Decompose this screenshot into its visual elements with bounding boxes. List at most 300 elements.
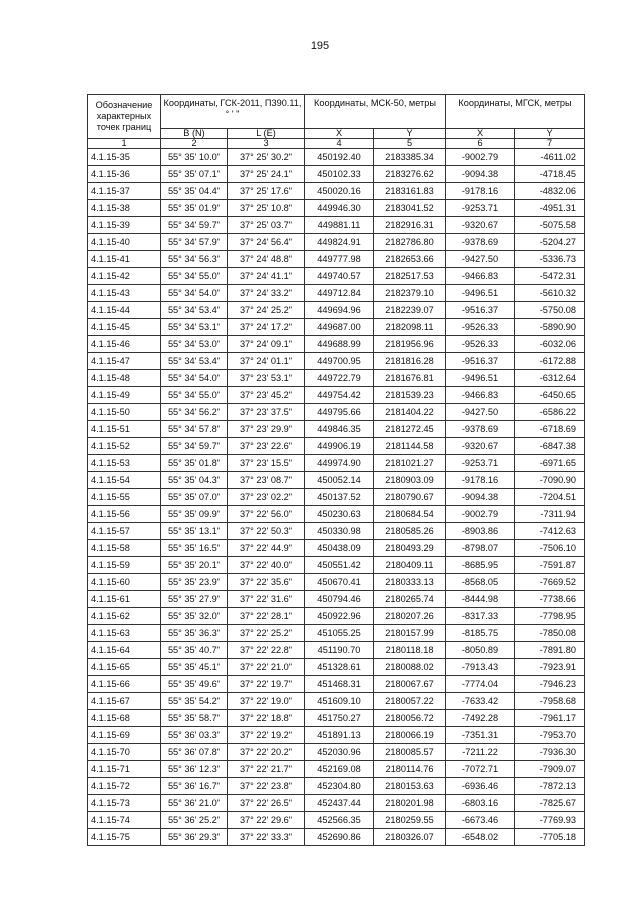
table-row [88,744,585,761]
msk-y-cell: 2182098.11 [374,319,446,336]
point-id-cell: 4.1.15-45 [88,319,161,336]
latitude-cell: 55° 35' 04.3" [161,472,228,489]
mgsk-y-cell: -4832.06 [515,183,585,200]
longitude-cell: 37° 24' 01.1" [228,353,305,370]
mgsk-y-cell: -7311.94 [515,506,585,523]
mgsk-y-cell: -6032.06 [515,336,585,353]
table-row [88,149,585,166]
longitude-cell: 37° 22' 20.2" [228,744,305,761]
table-row [88,251,585,268]
msk-y-cell: 2182786.80 [374,234,446,251]
mgsk-y-cell: -7946.23 [515,676,585,693]
mgsk-x-cell: -9320.67 [446,438,515,455]
longitude-cell: 37° 22' 35.6" [228,574,305,591]
latitude-cell: 55° 36' 03.3" [161,727,228,744]
longitude-cell: 37° 23' 22.6" [228,438,305,455]
table-row [88,608,585,625]
mgsk-x-cell: -8185.75 [446,625,515,642]
msk-x-cell: 452690.86 [305,829,374,846]
msk-x-cell: 449795.66 [305,404,374,421]
longitude-cell: 37° 25' 24.1" [228,166,305,183]
mgsk-x-cell: -8903.86 [446,523,515,540]
point-id-cell: 4.1.15-65 [88,659,161,676]
latitude-cell: 55° 34' 55.0" [161,387,228,404]
header-mgsk: Координаты, МГСК, метры [446,95,585,129]
table-row [88,353,585,370]
mgsk-y-cell: -7909.07 [515,761,585,778]
latitude-cell: 55° 34' 55.0" [161,268,228,285]
msk-x-cell: 449906.19 [305,438,374,455]
longitude-cell: 37° 22' 50.3" [228,523,305,540]
table-row [88,727,585,744]
longitude-cell: 37° 22' 44.9" [228,540,305,557]
mgsk-x-cell: -7211.22 [446,744,515,761]
point-id-cell: 4.1.15-70 [88,744,161,761]
longitude-cell: 37° 22' 26.5" [228,795,305,812]
point-id-cell: 4.1.15-55 [88,489,161,506]
mgsk-x-cell: -9320.67 [446,217,515,234]
mgsk-x-cell: -7774.04 [446,676,515,693]
msk-y-cell: 2180684.54 [374,506,446,523]
header-mgsk-y: Y [515,129,585,139]
msk-x-cell: 449700.95 [305,353,374,370]
mgsk-y-cell: -5336.73 [515,251,585,268]
latitude-cell: 55° 34' 56.2" [161,404,228,421]
msk-y-cell: 2180326.07 [374,829,446,846]
mgsk-x-cell: -8050.89 [446,642,515,659]
latitude-cell: 55° 34' 57.9" [161,234,228,251]
mgsk-x-cell: -8798.07 [446,540,515,557]
table-row [88,217,585,234]
msk-x-cell: 449694.96 [305,302,374,319]
mgsk-y-cell: -7850.08 [515,625,585,642]
point-id-cell: 4.1.15-68 [88,710,161,727]
msk-x-cell: 449881.11 [305,217,374,234]
msk-y-cell: 2182239.07 [374,302,446,319]
longitude-cell: 37° 22' 22.8" [228,642,305,659]
table-row [88,778,585,795]
longitude-cell: 37° 22' 21.7" [228,761,305,778]
mgsk-x-cell: -9516.37 [446,302,515,319]
mgsk-x-cell: -7351.31 [446,727,515,744]
msk-y-cell: 2181539.23 [374,387,446,404]
longitude-cell: 37° 22' 31.6" [228,591,305,608]
longitude-cell: 37° 22' 29.6" [228,812,305,829]
longitude-cell: 37° 22' 33.3" [228,829,305,846]
msk-x-cell: 450192.40 [305,149,374,166]
table-row [88,438,585,455]
point-id-cell: 4.1.15-58 [88,540,161,557]
table-row [88,574,585,591]
latitude-cell: 55° 35' 23.9" [161,574,228,591]
longitude-cell: 37° 25' 03.7" [228,217,305,234]
mgsk-y-cell: -4718.45 [515,166,585,183]
mgsk-x-cell: -9526.33 [446,319,515,336]
header-mgsk-x: X [446,129,515,139]
longitude-cell: 37° 23' 29.9" [228,421,305,438]
mgsk-x-cell: -9002.79 [446,506,515,523]
longitude-cell: 37° 24' 48.8" [228,251,305,268]
column-number: 7 [515,139,585,149]
table-row [88,200,585,217]
msk-x-cell: 449824.91 [305,234,374,251]
table-row [88,166,585,183]
mgsk-y-cell: -7769.93 [515,812,585,829]
mgsk-x-cell: -8317.33 [446,608,515,625]
mgsk-x-cell: -8685.95 [446,557,515,574]
mgsk-y-cell: -7961.17 [515,710,585,727]
latitude-cell: 55° 35' 36.3" [161,625,228,642]
latitude-cell: 55° 34' 59.7" [161,217,228,234]
latitude-cell: 55° 35' 40.7" [161,642,228,659]
table-row [88,710,585,727]
point-id-cell: 4.1.15-60 [88,574,161,591]
msk-x-cell: 449740.57 [305,268,374,285]
table-row [88,302,585,319]
mgsk-y-cell: -6172.88 [515,353,585,370]
msk-x-cell: 450438.09 [305,540,374,557]
msk-x-cell: 450670.41 [305,574,374,591]
msk-y-cell: 2180790.67 [374,489,446,506]
msk-x-cell: 451750.27 [305,710,374,727]
mgsk-x-cell: -6548.02 [446,829,515,846]
point-id-cell: 4.1.15-36 [88,166,161,183]
msk-x-cell: 450020.16 [305,183,374,200]
longitude-cell: 37° 22' 25.2" [228,625,305,642]
table-row [88,489,585,506]
mgsk-x-cell: -9496.51 [446,285,515,302]
msk-y-cell: 2181956.96 [374,336,446,353]
mgsk-y-cell: -4951.31 [515,200,585,217]
msk-x-cell: 451609.10 [305,693,374,710]
table-row [88,642,585,659]
longitude-cell: 37° 24' 33.2" [228,285,305,302]
mgsk-x-cell: -9253.71 [446,200,515,217]
longitude-cell: 37° 24' 41.1" [228,268,305,285]
mgsk-y-cell: -6586.22 [515,404,585,421]
table-row [88,795,585,812]
msk-y-cell: 2180207.26 [374,608,446,625]
table-row [88,523,585,540]
column-number: 2 [161,139,228,149]
msk-x-cell: 451190.70 [305,642,374,659]
longitude-cell: 37° 24' 25.2" [228,302,305,319]
mgsk-x-cell: -6936.46 [446,778,515,795]
msk-x-cell: 450551.42 [305,557,374,574]
column-number: 6 [446,139,515,149]
column-number: 5 [374,139,446,149]
latitude-cell: 55° 35' 01.9" [161,200,228,217]
msk-x-cell: 451328.61 [305,659,374,676]
msk-y-cell: 2180903.09 [374,472,446,489]
point-id-cell: 4.1.15-74 [88,812,161,829]
point-id-cell: 4.1.15-41 [88,251,161,268]
msk-x-cell: 450922.96 [305,608,374,625]
latitude-cell: 55° 36' 25.2" [161,812,228,829]
point-id-cell: 4.1.15-50 [88,404,161,421]
msk-y-cell: 2180057.22 [374,693,446,710]
column-number: 3 [228,139,305,149]
point-id-cell: 4.1.15-49 [88,387,161,404]
latitude-cell: 55° 36' 16.7" [161,778,228,795]
table-row [88,472,585,489]
mgsk-x-cell: -7072.71 [446,761,515,778]
mgsk-x-cell: -9516.37 [446,353,515,370]
latitude-cell: 55° 34' 53.4" [161,353,228,370]
mgsk-x-cell: -9466.83 [446,387,515,404]
longitude-cell: 37° 23' 08.7" [228,472,305,489]
mgsk-y-cell: -7958.68 [515,693,585,710]
longitude-cell: 37° 25' 30.2" [228,149,305,166]
latitude-cell: 55° 35' 58.7" [161,710,228,727]
latitude-cell: 55° 35' 20.1" [161,557,228,574]
longitude-cell: 37° 23' 45.2" [228,387,305,404]
latitude-cell: 55° 35' 01.8" [161,455,228,472]
latitude-cell: 55° 34' 57.8" [161,421,228,438]
msk-x-cell: 449974.90 [305,455,374,472]
point-id-cell: 4.1.15-66 [88,676,161,693]
point-id-cell: 4.1.15-67 [88,693,161,710]
latitude-cell: 55° 35' 27.9" [161,591,228,608]
longitude-cell: 37° 22' 19.7" [228,676,305,693]
msk-y-cell: 2181404.22 [374,404,446,421]
msk-x-cell: 451468.31 [305,676,374,693]
point-id-cell: 4.1.15-35 [88,149,161,166]
header-msk-50: Координаты, МСК-50, метры [305,95,446,129]
table-row [88,557,585,574]
table-row [88,234,585,251]
mgsk-x-cell: -9002.79 [446,149,515,166]
mgsk-y-cell: -7506.10 [515,540,585,557]
longitude-cell: 37° 22' 28.1" [228,608,305,625]
latitude-cell: 55° 34' 56.3" [161,251,228,268]
mgsk-y-cell: -7412.63 [515,523,585,540]
mgsk-y-cell: -7705.18 [515,829,585,846]
mgsk-y-cell: -6971.65 [515,455,585,472]
mgsk-x-cell: -9427.50 [446,251,515,268]
table-row [88,404,585,421]
mgsk-y-cell: -7872.13 [515,778,585,795]
latitude-cell: 55° 35' 04.4" [161,183,228,200]
mgsk-x-cell: -9178.16 [446,472,515,489]
msk-y-cell: 2183276.62 [374,166,446,183]
header-gsk-2011: Координаты, ГСК-2011, П390.11, ° ' " [161,95,305,129]
msk-x-cell: 450052.14 [305,472,374,489]
mgsk-x-cell: -7633.42 [446,693,515,710]
mgsk-x-cell: -8568.05 [446,574,515,591]
msk-x-cell: 449688.99 [305,336,374,353]
table-row [88,183,585,200]
table-row [88,387,585,404]
point-id-cell: 4.1.15-73 [88,795,161,812]
mgsk-y-cell: -7923.91 [515,659,585,676]
msk-y-cell: 2180493.29 [374,540,446,557]
msk-y-cell: 2181144.58 [374,438,446,455]
mgsk-x-cell: -9427.50 [446,404,515,421]
point-id-cell: 4.1.15-69 [88,727,161,744]
point-id-cell: 4.1.15-37 [88,183,161,200]
table-row [88,421,585,438]
table-row [88,625,585,642]
msk-y-cell: 2180118.18 [374,642,446,659]
msk-y-cell: 2180067.67 [374,676,446,693]
latitude-cell: 55° 36' 21.0" [161,795,228,812]
msk-y-cell: 2180409.11 [374,557,446,574]
msk-y-cell: 2180157.99 [374,625,446,642]
point-id-cell: 4.1.15-48 [88,370,161,387]
msk-y-cell: 2183385.34 [374,149,446,166]
mgsk-y-cell: -5890.90 [515,319,585,336]
longitude-cell: 37° 22' 23.8" [228,778,305,795]
msk-y-cell: 2180056.72 [374,710,446,727]
msk-y-cell: 2181816.28 [374,353,446,370]
mgsk-y-cell: -7090.90 [515,472,585,489]
msk-y-cell: 2180153.63 [374,778,446,795]
msk-y-cell: 2180585.26 [374,523,446,540]
point-id-cell: 4.1.15-75 [88,829,161,846]
mgsk-y-cell: -5472.31 [515,268,585,285]
latitude-cell: 55° 35' 07.0" [161,489,228,506]
longitude-cell: 37° 22' 56.0" [228,506,305,523]
mgsk-x-cell: -9466.83 [446,268,515,285]
mgsk-x-cell: -9094.38 [446,166,515,183]
latitude-cell: 55° 35' 10.0" [161,149,228,166]
msk-y-cell: 2180201.98 [374,795,446,812]
point-id-cell: 4.1.15-59 [88,557,161,574]
msk-x-cell: 449722.79 [305,370,374,387]
longitude-cell: 37° 22' 18.8" [228,710,305,727]
msk-x-cell: 450330.98 [305,523,374,540]
point-id-cell: 4.1.15-47 [88,353,161,370]
msk-y-cell: 2182653.66 [374,251,446,268]
msk-y-cell: 2180265.74 [374,591,446,608]
msk-x-cell: 452030.96 [305,744,374,761]
latitude-cell: 55° 35' 07.1" [161,166,228,183]
msk-x-cell: 452437.44 [305,795,374,812]
msk-y-cell: 2181021.27 [374,455,446,472]
msk-x-cell: 451891.13 [305,727,374,744]
header-l-east: L (E) [228,129,305,139]
column-number-row [88,139,585,149]
header-point-designation: Обозначение характерных точек границ [88,95,161,139]
msk-x-cell: 449946.30 [305,200,374,217]
point-id-cell: 4.1.15-54 [88,472,161,489]
longitude-cell: 37° 24' 17.2" [228,319,305,336]
table-header [88,95,585,149]
point-id-cell: 4.1.15-43 [88,285,161,302]
mgsk-y-cell: -6718.69 [515,421,585,438]
mgsk-y-cell: -7891.80 [515,642,585,659]
header-msk-y: Y [374,129,446,139]
msk-y-cell: 2180085.57 [374,744,446,761]
longitude-cell: 37° 25' 10.8" [228,200,305,217]
column-number: 1 [88,139,161,149]
msk-y-cell: 2180088.02 [374,659,446,676]
point-id-cell: 4.1.15-57 [88,523,161,540]
latitude-cell: 55° 34' 53.1" [161,319,228,336]
point-id-cell: 4.1.15-39 [88,217,161,234]
point-id-cell: 4.1.15-52 [88,438,161,455]
longitude-cell: 37° 23' 02.2" [228,489,305,506]
table-row [88,591,585,608]
table-body [88,149,585,846]
longitude-cell: 37° 23' 37.5" [228,404,305,421]
mgsk-y-cell: -6450.65 [515,387,585,404]
table-row [88,693,585,710]
point-id-cell: 4.1.15-62 [88,608,161,625]
latitude-cell: 55° 36' 07.8" [161,744,228,761]
msk-x-cell: 450137.52 [305,489,374,506]
msk-y-cell: 2182517.53 [374,268,446,285]
mgsk-x-cell: -9378.69 [446,234,515,251]
mgsk-x-cell: -9094.38 [446,489,515,506]
mgsk-y-cell: -7953.70 [515,727,585,744]
mgsk-x-cell: -6673.46 [446,812,515,829]
latitude-cell: 55° 35' 54.2" [161,693,228,710]
longitude-cell: 37° 24' 09.1" [228,336,305,353]
msk-x-cell: 449712.84 [305,285,374,302]
table-row [88,761,585,778]
table-row [88,676,585,693]
msk-x-cell: 450794.46 [305,591,374,608]
table-row [88,370,585,387]
table-row [88,812,585,829]
msk-y-cell: 2181676.81 [374,370,446,387]
table-row [88,268,585,285]
point-id-cell: 4.1.15-44 [88,302,161,319]
header-b-north: B (N) [161,129,228,139]
latitude-cell: 55° 35' 32.0" [161,608,228,625]
column-number: 4 [305,139,374,149]
coordinates-table [87,94,585,846]
point-id-cell: 4.1.15-72 [88,778,161,795]
longitude-cell: 37° 22' 40.0" [228,557,305,574]
msk-y-cell: 2181272.45 [374,421,446,438]
mgsk-y-cell: -7798.95 [515,608,585,625]
mgsk-y-cell: -4611.02 [515,149,585,166]
point-id-cell: 4.1.15-40 [88,234,161,251]
msk-x-cell: 450230.63 [305,506,374,523]
latitude-cell: 55° 34' 59.7" [161,438,228,455]
point-id-cell: 4.1.15-46 [88,336,161,353]
latitude-cell: 55° 35' 13.1" [161,523,228,540]
msk-x-cell: 450102.33 [305,166,374,183]
mgsk-x-cell: -9496.51 [446,370,515,387]
mgsk-x-cell: -9378.69 [446,421,515,438]
latitude-cell: 55° 34' 54.0" [161,370,228,387]
point-id-cell: 4.1.15-63 [88,625,161,642]
latitude-cell: 55° 34' 54.0" [161,285,228,302]
longitude-cell: 37° 23' 15.5" [228,455,305,472]
mgsk-y-cell: -5610.32 [515,285,585,302]
mgsk-y-cell: -7825.67 [515,795,585,812]
point-id-cell: 4.1.15-42 [88,268,161,285]
mgsk-y-cell: -7936.30 [515,744,585,761]
latitude-cell: 55° 34' 53.4" [161,302,228,319]
mgsk-x-cell: -6803.16 [446,795,515,812]
mgsk-y-cell: -5204.27 [515,234,585,251]
page-number: 195 [310,40,330,52]
table-row [88,319,585,336]
mgsk-x-cell: -9526.33 [446,336,515,353]
mgsk-x-cell: -7913.43 [446,659,515,676]
longitude-cell: 37° 24' 56.4" [228,234,305,251]
mgsk-y-cell: -6312.64 [515,370,585,387]
point-id-cell: 4.1.15-51 [88,421,161,438]
msk-x-cell: 452169.08 [305,761,374,778]
table-row [88,336,585,353]
msk-x-cell: 452566.35 [305,812,374,829]
